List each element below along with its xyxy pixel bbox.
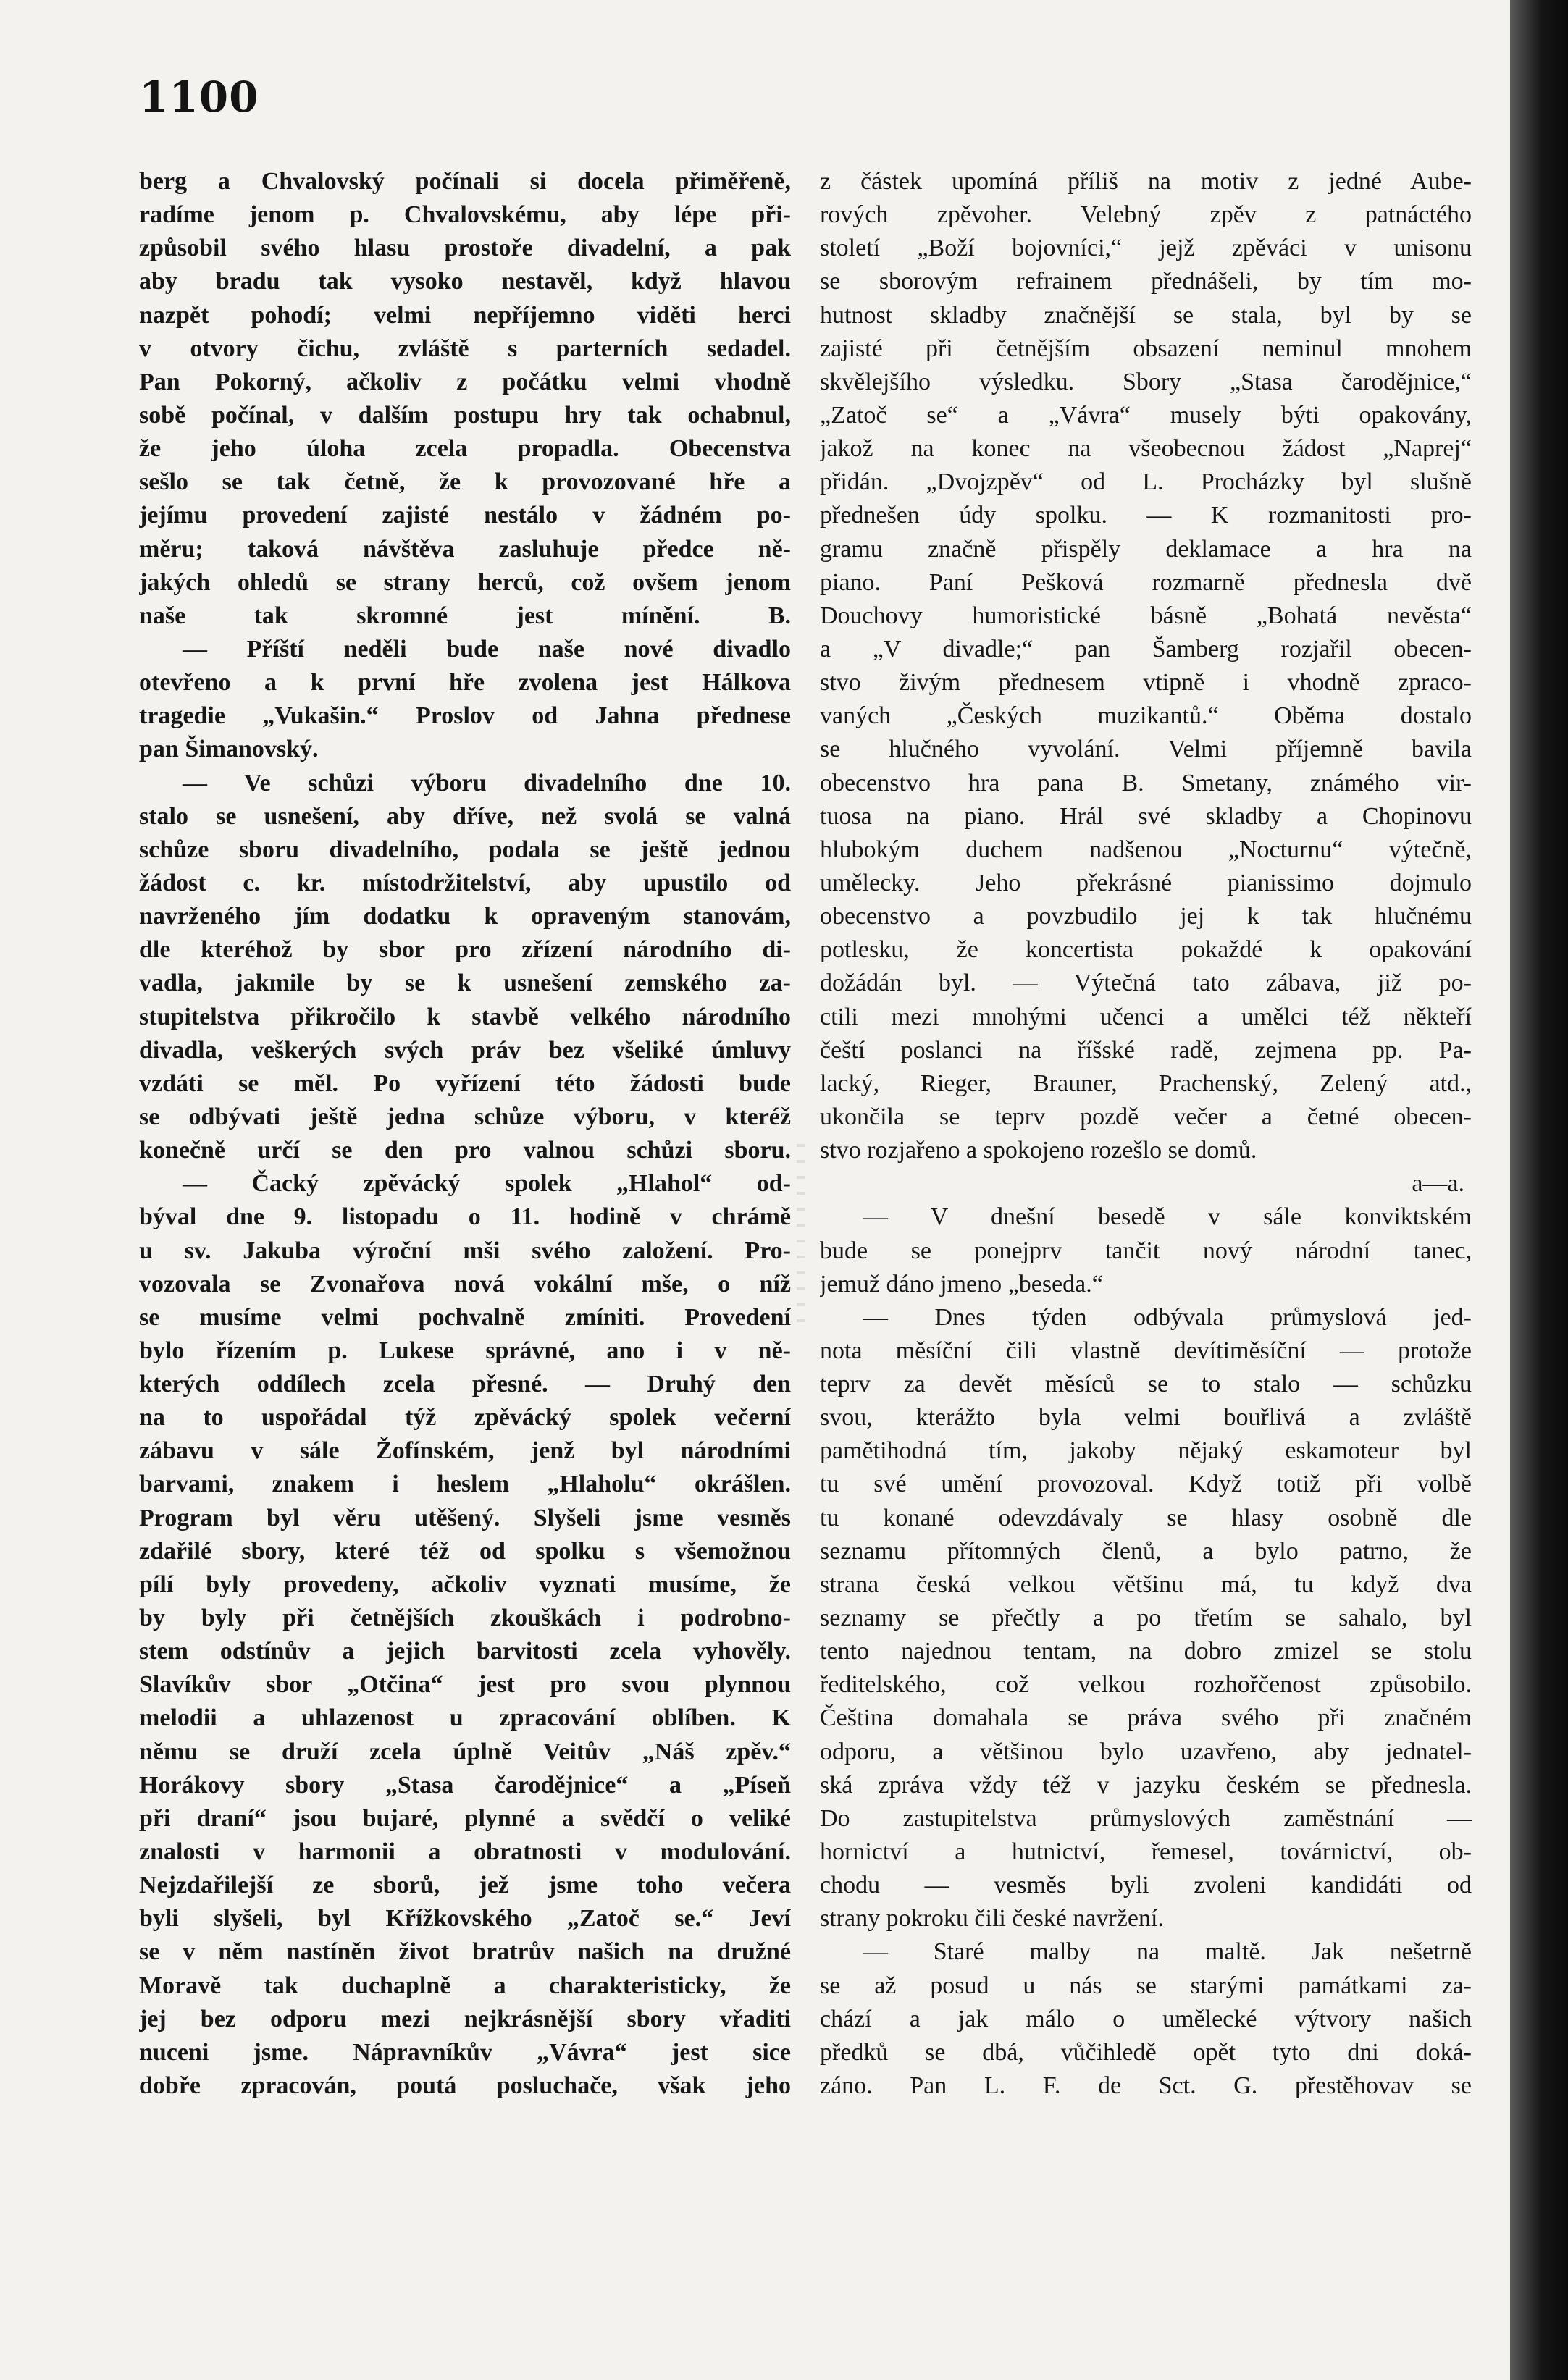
text-line: konečně určí se den pro valnou schůzi sboru.: [139, 1137, 791, 1164]
text-line: na to uspořádal týž zpěvácký spolek večerní: [139, 1404, 791, 1431]
text-line: skvělejšího výsledku. Sbory „Stasa čarodějnice,“: [820, 368, 1472, 395]
text-line: pílí byly provedeny, ačkoliv vyznati musíme, že: [139, 1570, 791, 1598]
text-line: se až posud u nás se starými památkami za-: [820, 1972, 1472, 1999]
text-line: tu své umění provozoval. Když totiž při volbě: [820, 1471, 1472, 1498]
text-line: záno. Pan L. F. de Sct. G. přestěhovav se: [820, 2072, 1472, 2100]
text-line: dobře zpracován, poutá posluchače, však jeho: [139, 2072, 791, 2100]
text-line: ctili mezi mnohými učenci a umělci též někteří: [820, 1003, 1472, 1030]
text-line: chodu — vesměs byli zvoleni kandidáti od: [820, 1872, 1472, 1899]
text-line: stvo živým přednesem vtipně i vhodně zpraco-: [820, 669, 1472, 697]
text-line: stupitelstva přikročilo k stavbě velkého národního: [139, 1003, 791, 1030]
text-line: byli slyšeli, byl Křížkovského „Zatoč se.“ Jeví: [139, 1905, 791, 1933]
text-line: pan Šimanovský.: [139, 736, 319, 763]
text-line: umělecky. Jeho překrásné pianissimo dojmulo: [820, 869, 1472, 896]
text-line: že jeho úloha zcela propadla. Obecenstva: [139, 435, 791, 463]
text-line: z částek upomíná příliš na motiv z jedné Aube-: [820, 168, 1472, 195]
text-line: — V dnešní besedě v sále konviktském: [863, 1203, 1472, 1231]
text-line: melodii a uhlazenost u zpracování oblíben. K: [139, 1704, 791, 1732]
text-line: ská zpráva vždy též v jazyku českém se přednesla.: [820, 1771, 1472, 1799]
text-line: zdařilé sbory, které též od spolku s všemožnou: [139, 1537, 791, 1565]
text-line: vaných „Českých muzikantů.“ Oběma dostalo: [820, 702, 1472, 730]
text-line: hornictví a hutnictví, řemesel, továrnictví, ob-: [820, 1838, 1472, 1866]
text-line: Čeština domahala se práva svého při značném: [820, 1704, 1472, 1732]
bleed-through-mark: [797, 1144, 805, 1332]
text-line: piano. Paní Pešková rozmarně přednesla dvě: [820, 568, 1472, 596]
text-line: v otvory čichu, zvláště s parterních sedadel.: [139, 335, 791, 362]
text-line: svou, kterážto byla velmi bouřlivá a zvláště: [820, 1404, 1472, 1431]
text-line: — Ve schůzi výboru divadelního dne 10.: [183, 769, 791, 796]
text-line: Slavíkův sbor „Otčina“ jest pro svou plynnou: [139, 1671, 791, 1699]
text-line: stvo rozjařeno a spokojeno rozešlo se domů.: [820, 1137, 1257, 1164]
text-line: — Staré malby na maltě. Jak nešetrně: [863, 1938, 1472, 1966]
text-line: Moravě tak duchaplně a charakteristicky, že: [139, 1972, 791, 1999]
text-line: aby bradu tak vysoko nestavěl, když hlavou: [139, 268, 791, 295]
text-line: tragedie „Vukašin.“ Proslov od Jahna přednese: [139, 702, 791, 730]
text-line: Douchovy humoristické básně „Bohatá nevěsta“: [820, 602, 1472, 629]
author-signature: a—a.: [1412, 1170, 1464, 1198]
left-column: [139, 165, 791, 2103]
text-line: se odbývati ještě jedna schůze výboru, v kteréž: [139, 1103, 791, 1130]
text-line: odporu, a většinou bylo uzavřeno, aby jednatel-: [820, 1738, 1472, 1765]
text-line: jej bez odporu mezi nejkrásnější sbory vřaditi: [139, 2005, 791, 2032]
text-line: se v něm nastíněn život bratrův našich na družné: [139, 1938, 791, 1966]
text-line: dle kteréhož by sbor pro zřízení národního di-: [139, 936, 791, 964]
text-line: jakých ohledů se strany herců, což ovšem jenom: [139, 568, 791, 596]
text-line: Horákovy sbory „Stasa čarodějnice“ a „Píseň: [139, 1771, 791, 1799]
text-line: tento najednou tentam, na dobro zmizel se stolu: [820, 1638, 1472, 1665]
text-line: — Dnes týden odbývala průmyslová jed-: [863, 1303, 1472, 1331]
text-line: kterých oddílech zcela přesné. — Druhý den: [139, 1371, 791, 1398]
text-line: přidán. „Dvojzpěv“ od L. Procházky byl slušně: [820, 468, 1472, 496]
right-column: [820, 165, 1472, 2103]
text-line: jemuž dáno jmeno „beseda.“: [820, 1270, 1103, 1298]
text-line: u sv. Jakuba výroční mši svého založení. Pro-: [139, 1237, 791, 1264]
text-line: Pan Pokorný, ačkoliv z počátku velmi vhodně: [139, 368, 791, 395]
text-line: a „V divadle;“ pan Šamberg rozjařil obecen-: [820, 635, 1472, 663]
text-line: — Čacký zpěvácký spolek „Hlahol“ od-: [183, 1170, 791, 1198]
text-line: způsobil svého hlasu prostoře divadelní, a pak: [139, 235, 791, 262]
text-line: zajisté při četnějším obsazení neminul mnohem: [820, 335, 1472, 362]
text-line: barvami, znakem i heslem „Hlaholu“ okrášlen.: [139, 1471, 791, 1498]
text-line: obecenstvo hra pana B. Smetany, známého vir-: [820, 769, 1472, 796]
text-line: se sborovým refrainem přednášeli, by tím mo-: [820, 268, 1472, 295]
text-line: zábavu v sále Žofínském, jenž byl národními: [139, 1437, 791, 1465]
text-line: lacký, Rieger, Brauner, Prachenský, Zelený atd.,: [820, 1069, 1472, 1097]
text-line: by byly při četnějších zkouškách i podrobno-: [139, 1605, 791, 1632]
text-line: nuceni jsme. Nápravníkův „Vávra“ jest sice: [139, 2038, 791, 2066]
text-line: potlesku, že koncertista pokaždé k opakování: [820, 936, 1472, 964]
text-line: vozovala se Zvonařova nová vokální mše, o níž: [139, 1270, 791, 1298]
text-line: sobě počínal, v dalším postupu hry tak ochabnul,: [139, 401, 791, 429]
text-line: divadla, veškerých svých práv bez všeliké úmluvy: [139, 1036, 791, 1064]
text-line: teprv za devět měsíců se to stalo — schůzku: [820, 1371, 1472, 1398]
text-line: při draní“ jsou bujaré, plynné a svědčí o veliké: [139, 1804, 791, 1832]
text-line: otevřeno a k první hře zvolena jest Hálkova: [139, 669, 791, 697]
scan-edge-shadow: [1510, 0, 1568, 2380]
text-line: bylo řízením p. Lukese správné, ano i v ně-: [139, 1337, 791, 1364]
text-line: znalosti v harmonii a obratnosti v modulování.: [139, 1838, 791, 1866]
text-line: se musíme velmi pochvalně zmíniti. Provedení: [139, 1303, 791, 1331]
text-line: obecenstvo a povzbudilo jej k tak hlučnému: [820, 903, 1472, 930]
text-line: seznamu přítomných členů, a bylo patrno, že: [820, 1537, 1472, 1565]
text-line: tu konané odevzdávaly se hlasy osobně dle: [820, 1504, 1472, 1531]
text-line: vadla, jakmile by se k usnešení zemského za-: [139, 970, 791, 997]
text-line: sešlo se tak četně, že k provozované hře a: [139, 468, 791, 496]
text-line: stalo se usnešení, aby dříve, než svolá se valná: [139, 802, 791, 830]
text-line: navrženého jím dodatku k opraveným stanovám,: [139, 903, 791, 930]
text-line: radíme jenom p. Chvalovskému, aby lépe při-: [139, 201, 791, 229]
text-line: čeští poslanci na říšské radě, zejmena pp. Pa-: [820, 1036, 1472, 1064]
text-line: století „Boží bojovníci,“ jejž zpěváci v unisonu: [820, 235, 1472, 262]
text-line: tuosa na piano. Hrál své skladby a Chopinovu: [820, 802, 1472, 830]
text-line: ukončila se teprv pozdě večer a četné obecen-: [820, 1103, 1472, 1130]
text-line: naše tak skromné jest mínění. B.: [139, 602, 791, 629]
text-line: ředitelského, což velkou rozhořčenost způsobilo.: [820, 1671, 1472, 1699]
text-line: žádost c. kr. místodržitelství, aby upustilo od: [139, 869, 791, 896]
text-line: nota měsíční čili vlastně devítiměsíční — protože: [820, 1337, 1472, 1364]
text-line: Program byl věru utěšený. Slyšeli jsme vesměs: [139, 1504, 791, 1531]
text-line: němu se druží zcela úplně Veitův „Náš zpěv.“: [139, 1738, 791, 1765]
text-line: „Zatoč se“ a „Vávra“ musely býti opakovány,: [820, 401, 1472, 429]
page-number: 1100: [139, 72, 259, 122]
text-line: pamětihodná tím, jakoby nějaký eskamoteur byl: [820, 1437, 1472, 1465]
text-line: předků se dbá, vůčihledě opět tyto dni doká-: [820, 2038, 1472, 2066]
text-line: dožádán byl. — Výtečná tato zábava, již po-: [820, 970, 1472, 997]
text-line: berg a Chvalovský počínali si docela přiměřeně,: [139, 168, 791, 195]
text-line: — Příští neděli bude naše nové divadlo: [183, 635, 791, 663]
text-line: chází a jak málo o umělecké výtvory našich: [820, 2005, 1472, 2032]
text-line: se hlučného vyvolání. Velmi příjemně bavila: [820, 736, 1472, 763]
text-line: stem odstínův a jejich barvitosti zcela vyhověly.: [139, 1638, 791, 1665]
text-line: bude se ponejprv tančit nový národní tanec,: [820, 1237, 1472, 1264]
text-line: býval dne 9. listopadu o 11. hodině v chrámě: [139, 1203, 791, 1231]
text-line: rových zpěvoher. Velebný zpěv z patnáctého: [820, 201, 1472, 229]
text-line: seznamy se přečtly a po třetím se sahalo, byl: [820, 1605, 1472, 1632]
text-line: přednešen údy spolku. — K rozmanitosti pro-: [820, 502, 1472, 529]
text-line: měru; taková návštěva zasluhuje předce ně-: [139, 535, 791, 563]
text-line: Do zastupitelstva průmyslových zaměstnání —: [820, 1804, 1472, 1832]
text-line: gramu značně přispěly deklamace a hra na: [820, 535, 1472, 563]
text-line: hutnost skladby značnější se stala, byl by se: [820, 301, 1472, 329]
text-line: hlubokým duchem nadšenou „Nocturnu“ výtečně,: [820, 836, 1472, 863]
text-line: Nejzdařilejší ze sborů, jež jsme toho večera: [139, 1872, 791, 1899]
text-line: nazpět pohodí; velmi nepříjemno viděti herci: [139, 301, 791, 329]
text-line: jakož na konec na všeobecnou žádost „Naprej“: [820, 435, 1472, 463]
text-line: strany pokroku čili české navržení.: [820, 1905, 1164, 1933]
text-line: jejímu provedení zajisté nestálo v žádném po-: [139, 502, 791, 529]
text-line: vzdáti se měl. Po vyřízení této žádosti bude: [139, 1069, 791, 1097]
text-line: strana česká velkou většinu má, tu když dva: [820, 1570, 1472, 1598]
text-line: schůze sboru divadelního, podala se ještě jednou: [139, 836, 791, 863]
